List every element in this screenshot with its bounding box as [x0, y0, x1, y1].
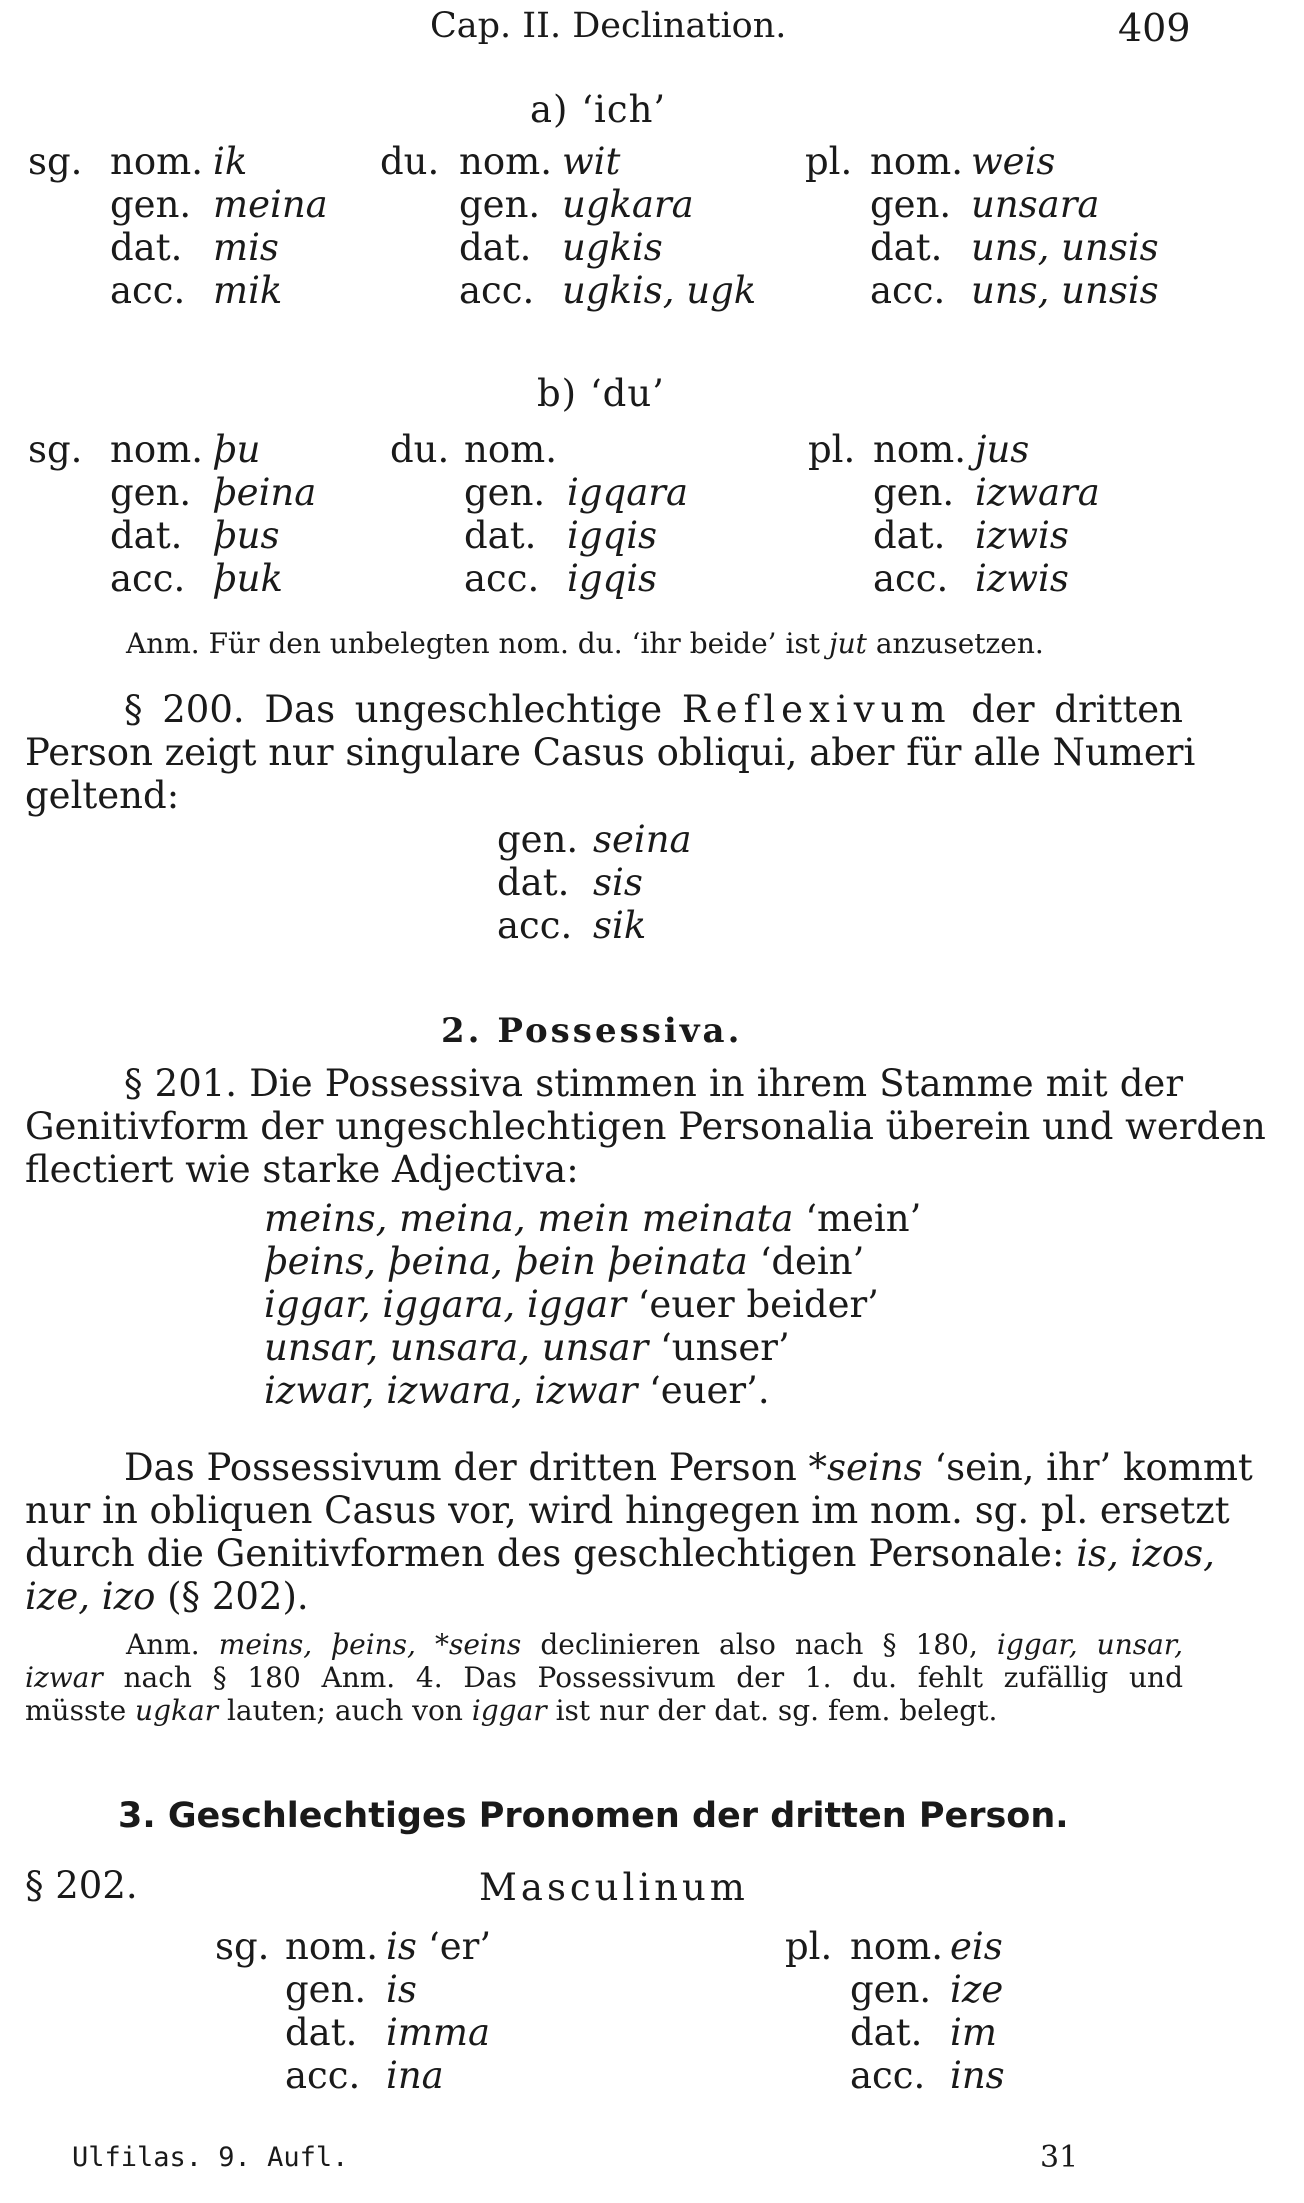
case-label: nom. [459, 140, 552, 183]
case-label: gen. [464, 471, 546, 514]
form: igqis [567, 557, 658, 600]
form: uns, unsis [971, 269, 1159, 312]
form: þuk [213, 557, 283, 600]
paradigm-a-heading: a) ‘ich’ [530, 88, 667, 131]
paradigm-b-heading: b) ‘du’ [537, 372, 665, 415]
case-label: gen. [497, 818, 579, 861]
case-label: acc. [870, 269, 946, 312]
case-label: acc. [464, 557, 540, 600]
case-label: acc. [497, 904, 573, 947]
footer-signature: Ulfilas. 9. Aufl. [72, 2142, 349, 2173]
case-label: nom. [110, 140, 203, 183]
number-label: pl. [808, 428, 856, 471]
case-label: gen. [850, 1968, 932, 2011]
form: is [386, 1968, 417, 2011]
form: seina [593, 818, 692, 861]
par201-line: § 201. Die Possessiva stimmen in ihrem Stamme mit der [124, 1062, 1183, 1105]
form: is [386, 1925, 417, 1968]
case-label: acc. [285, 2054, 361, 2097]
case-label: acc. [110, 557, 186, 600]
case-label: dat. [110, 514, 183, 557]
form: ugkis [562, 226, 663, 269]
case-label: gen. [110, 471, 192, 514]
form: igqis [567, 514, 658, 557]
number-label: pl. [805, 140, 853, 183]
form: eis [950, 1925, 1003, 1968]
par200-line: Person zeigt nur singulare Casus obliqui, aber für alle Numeri [25, 731, 1196, 774]
case-label: gen. [459, 183, 541, 226]
case-label: dat. [285, 2011, 358, 2054]
case-label: gen. [870, 183, 952, 226]
annotation-note: Anm. Für den unbelegten nom. du. ‘ihr beide’ ist jut anzusetzen. [126, 627, 1044, 660]
case-label: dat. [459, 226, 532, 269]
number-label: sg. [28, 428, 83, 471]
case-label: dat. [497, 861, 570, 904]
possessive-paragraph-line: Das Possessivum der dritten Person *seins ‘sein, ihr’ kommt [124, 1446, 1253, 1489]
case-label: dat. [464, 514, 537, 557]
form: uns, unsis [971, 226, 1159, 269]
case-label: nom. [873, 428, 966, 471]
running-header: Cap. II. Declination. [430, 6, 787, 46]
gender-subheading: Masculinum [479, 1866, 749, 1909]
page-number: 409 [1118, 6, 1191, 50]
case-label: dat. [110, 226, 183, 269]
case-label: nom. [870, 140, 963, 183]
case-label: dat. [850, 2011, 923, 2054]
number-label: sg. [28, 140, 83, 183]
list-item: meins, meina, mein meinata ‘mein’ [264, 1197, 922, 1240]
form: mis [213, 226, 279, 269]
gloss: ‘er’ [428, 1925, 492, 1968]
case-label: gen. [110, 183, 192, 226]
form: jus [975, 428, 1030, 471]
form: imma [386, 2011, 491, 2054]
form: ins [950, 2054, 1005, 2097]
form: ugkara [562, 183, 694, 226]
form: igqara [567, 471, 689, 514]
case-label: dat. [873, 514, 946, 557]
number-label: pl. [785, 1925, 833, 1968]
annotation-note: izwar nach § 180 Anm. 4. Das Possessivum der 1. du. fehlt zufällig und [25, 1661, 1183, 1694]
form: meina [213, 183, 328, 226]
case-label: nom. [110, 428, 203, 471]
form: izwara [975, 471, 1100, 514]
number-label: du. [380, 140, 440, 183]
list-item: iggar, iggara, iggar ‘euer beider’ [264, 1283, 879, 1326]
number-label: sg. [215, 1925, 270, 1968]
case-label: nom. [285, 1925, 378, 1968]
case-label: acc. [459, 269, 535, 312]
form: þus [213, 514, 280, 557]
case-label: acc. [850, 2054, 926, 2097]
form: þeina [213, 471, 317, 514]
form: ina [386, 2054, 444, 2097]
list-item: izwar, izwara, izwar ‘euer’. [264, 1369, 770, 1412]
form: unsara [971, 183, 1100, 226]
form: sis [593, 861, 643, 904]
form: ugkis, ugk [562, 269, 757, 312]
possessive-paragraph-line: durch die Genitivformen des geschlechtigen Personale: is, izos, [25, 1532, 1215, 1575]
form: izwis [975, 514, 1069, 557]
case-label: acc. [110, 269, 186, 312]
case-label: gen. [873, 471, 955, 514]
par201-line: flectiert wie starke Adjectiva: [25, 1148, 579, 1191]
form: wit [562, 140, 621, 183]
form: sik [593, 904, 647, 947]
section-heading: 2. Possessiva. [441, 1011, 743, 1051]
par200-line: geltend: [25, 774, 180, 817]
case-label: nom. [464, 428, 557, 471]
par201-line: Genitivform der ungeschlechtigen Personalia überein und werden [25, 1105, 1266, 1148]
case-label: nom. [850, 1925, 943, 1968]
annotation-note: Anm. meins, þeins, *seins declinieren also nach § 180, iggar, unsar, [126, 1628, 1183, 1661]
paragraph-number: § 202. [25, 1864, 138, 1907]
list-item: unsar, unsara, unsar ‘unser’ [264, 1326, 790, 1369]
form: im [950, 2011, 997, 2054]
form: ize [950, 1968, 1004, 2011]
list-item: þeins, þeina, þein þeinata ‘dein’ [264, 1240, 865, 1283]
case-label: acc. [873, 557, 949, 600]
form: mik [213, 269, 283, 312]
possessive-paragraph-line: ize, izo (§ 202). [25, 1575, 309, 1618]
signature-number: 31 [1040, 2140, 1079, 2175]
par200-line: § 200. Das ungeschlechtige Reflexivum der dritten [124, 688, 1183, 731]
possessive-paragraph-line: nur in obliquen Casus vor, wird hingegen im nom. sg. pl. ersetzt [25, 1489, 1230, 1532]
annotation-note: müsste ugkar lauten; auch von iggar ist nur der dat. sg. fem. belegt. [25, 1694, 998, 1727]
form: ik [213, 140, 248, 183]
case-label: gen. [285, 1968, 367, 2011]
case-label: dat. [870, 226, 943, 269]
section-heading: 3. Geschlechtiges Pronomen der dritten Person. [118, 1796, 1069, 1836]
form: weis [971, 140, 1056, 183]
number-label: du. [390, 428, 450, 471]
form: þu [213, 428, 261, 471]
form: izwis [975, 557, 1069, 600]
